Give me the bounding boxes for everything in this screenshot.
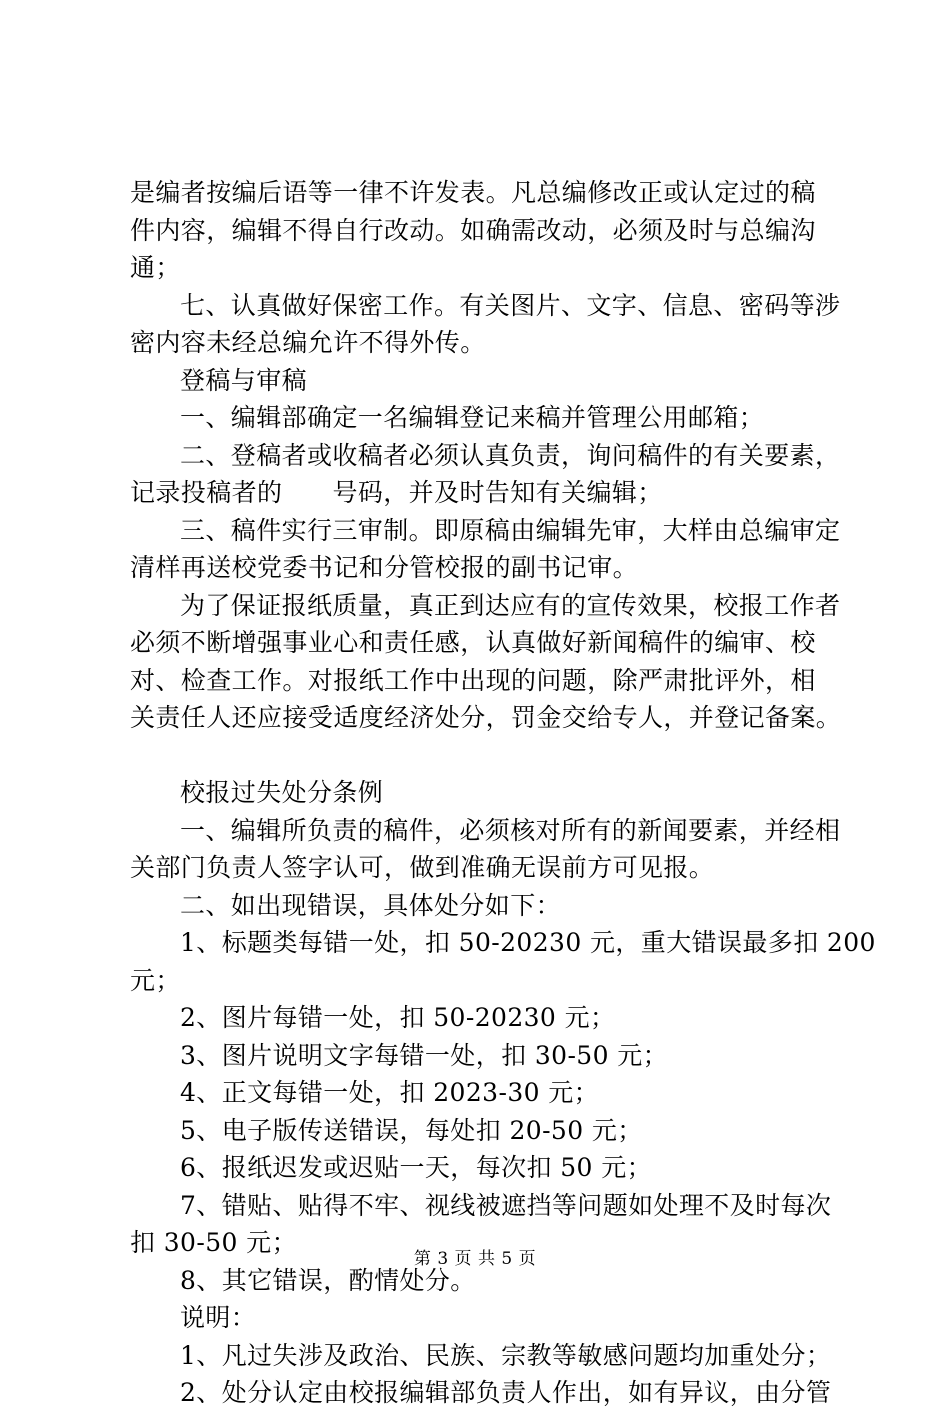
text-line: 通； [130, 253, 181, 282]
paragraph-start: 七、认真做好保密工作。有关图片、文字、信息、密码等涉 [180, 290, 841, 320]
paragraph-start: 为了保证报纸质量，真正到达应有的宣传效果，校报工作者 [180, 590, 841, 620]
text-line: 密内容未经总编允许不得外传。 [130, 328, 486, 357]
list-item: 5、电子版传送错误，每处扣 20-50 元； [180, 1115, 643, 1145]
text-line: 清样再送校党委书记和分管校报的副书记审。 [130, 553, 639, 582]
notes-heading: 说明： [180, 1303, 257, 1332]
document-body [130, 174, 876, 1412]
text-line: 对、检查工作。对报纸工作中出现的问题，除严肃批评外，相 [130, 665, 816, 695]
blank-line [130, 737, 836, 775]
list-item: 2、图片每错一处，扣 50-20230 元； [180, 1003, 616, 1032]
list-item: 1、标题类每错一处，扣 50-20230 元，重大错误最多扣 200 [180, 928, 876, 957]
paragraph-start: 一、编辑所负责的稿件，必须核对所有的新闻要素，并经相 [180, 815, 841, 845]
page-number-footer: 第 3 页 共 5 页 [413, 1249, 537, 1269]
list-item: 2、处分认定由校报编辑部负责人作出，如有异议，由分管 [180, 1378, 832, 1407]
list-item: 8、其它错误，酌情处分。 [180, 1265, 476, 1295]
list-item: 4、正文每错一处，扣 2023-30 元； [180, 1078, 600, 1107]
list-item: 7、错贴、贴得不牢、视线被遮挡等问题如处理不及时每次 [180, 1190, 832, 1220]
section-heading: 登稿与审稿 [180, 365, 308, 395]
paragraph-start: 二、如出现错误，具体处分如下： [180, 890, 562, 920]
text-line: 元； [130, 965, 181, 995]
section-heading: 校报过失处分条例 [180, 778, 384, 807]
text-line: 扣 30-50 元； [130, 1228, 297, 1257]
text-line: 关部门负责人签字认可，做到准确无误前方可见报。 [130, 853, 715, 882]
text-line: 记录投稿者的 号码，并及时告知有关编辑； [130, 478, 663, 507]
text-line: 必须不断增强事业心和责任感，认真做好新闻稿件的编审、校 [130, 628, 816, 657]
paragraph-start: 一、编辑部确定一名编辑登记来稿并管理公用邮箱； [180, 403, 765, 432]
text-line: 是编者按编后语等一律不许发表。凡总编修改正或认定过的稿 [130, 178, 816, 207]
text-line: 关责任人还应接受适度经济处分，罚金交给专人，并登记备案。 [130, 703, 842, 732]
paragraph-start: 三、稿件实行三审制。即原稿由编辑先审，大样由总编审定 [180, 515, 841, 545]
list-item: 6、报纸迟发或迟贴一天，每次扣 50 元； [180, 1153, 653, 1182]
text-line: 件内容，编辑不得自行改动。如确需改动，必须及时与总编沟 [130, 215, 816, 245]
list-item: 3、图片说明文字每错一处，扣 30-50 元； [180, 1040, 669, 1070]
list-item: 1、凡过失涉及政治、民族、宗教等敏感问题均加重处分； [180, 1340, 832, 1370]
paragraph-start: 二、登稿者或收稿者必须认真负责，询问稿件的有关要素， [180, 440, 841, 470]
